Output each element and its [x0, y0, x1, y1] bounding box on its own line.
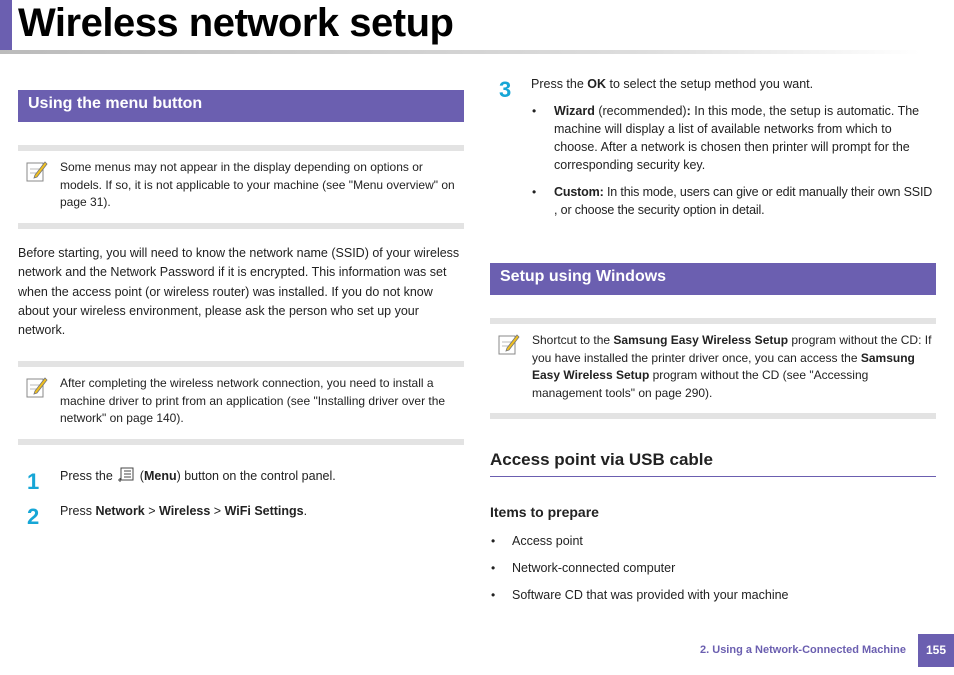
subheading-rule: [490, 476, 936, 477]
note-pencil-icon: [498, 332, 520, 356]
footer-chapter: 2. Using a Network-Connected Machine: [700, 644, 906, 656]
note-text: Some menus may not appear in the display depending on options or models. If so, it is not applicable to your machine (see "Menu overview" on page 31).: [60, 160, 455, 209]
page-number: 155: [918, 634, 954, 667]
section-header-menu-button: [18, 90, 464, 122]
list-item: Software CD that was provided with your machine: [512, 588, 789, 602]
step-2-text: Press Network > Wireless > WiFi Settings.: [60, 504, 308, 518]
note-pencil-icon: [26, 375, 48, 399]
custom-bullet: Custom: In this mode, users can give or edit manually their own SSID , or choose the security option in detail.: [554, 185, 933, 217]
title-divider: [0, 50, 920, 54]
title-accent-bar: [0, 0, 12, 52]
section-title: Using the menu button: [28, 95, 203, 112]
bullet-dot: •: [532, 104, 537, 118]
step-number: 2: [27, 504, 40, 529]
wizard-bullet: Wizard (recommended): In this mode, the setup is automatic. The machine will display a list of available networks from which to choose. After a network is chosen then printer will prompt for the corresponding security key.: [554, 104, 920, 172]
page-title: Wireless network setup: [18, 1, 454, 45]
bullet-dot: •: [532, 185, 537, 199]
bullet-dot: •: [491, 588, 496, 602]
intro-paragraph: Before starting, you will need to know the network name (SSID) of your wireless network and the Network Password if it is encrypted. This information was set when the access point (or wireless router) was installed. If you do not know about your wireless environment, please ask the person who set up your network.: [18, 246, 460, 338]
list-item: Access point: [512, 534, 583, 548]
step-3-text: Press the OK to select the setup method you want.: [531, 77, 814, 91]
note-box-menus: [18, 145, 464, 229]
step-number: 3: [499, 77, 512, 102]
step-number: 1: [27, 469, 40, 494]
subheading-access-point: Access point via USB cable: [490, 450, 713, 469]
section-header-windows: [490, 263, 936, 295]
bullet-dot: •: [491, 534, 496, 548]
note-text: Shortcut to the Samsung Easy Wireless Setup program without the CD: If you have installed the printer driver once, you can access the Samsung Easy Wireless Setup program without the CD (see "Accessing management tools" on page 290).: [532, 333, 932, 400]
items-heading: Items to prepare: [490, 504, 599, 520]
list-item: Network-connected computer: [512, 561, 676, 575]
note-box-driver: [18, 361, 464, 445]
bullet-dot: •: [491, 561, 496, 575]
note-pencil-icon: [26, 159, 48, 183]
step-1-text: Press the (Menu) button on the control panel.: [60, 469, 336, 483]
section-title: Setup using Windows: [500, 268, 667, 285]
menu-icon: [118, 467, 134, 483]
note-box-shortcut: [490, 318, 936, 419]
note-text: After completing the wireless network connection, you need to install a machine driver to print from an application (see "Installing driver over the network" on page 140).: [60, 376, 446, 425]
